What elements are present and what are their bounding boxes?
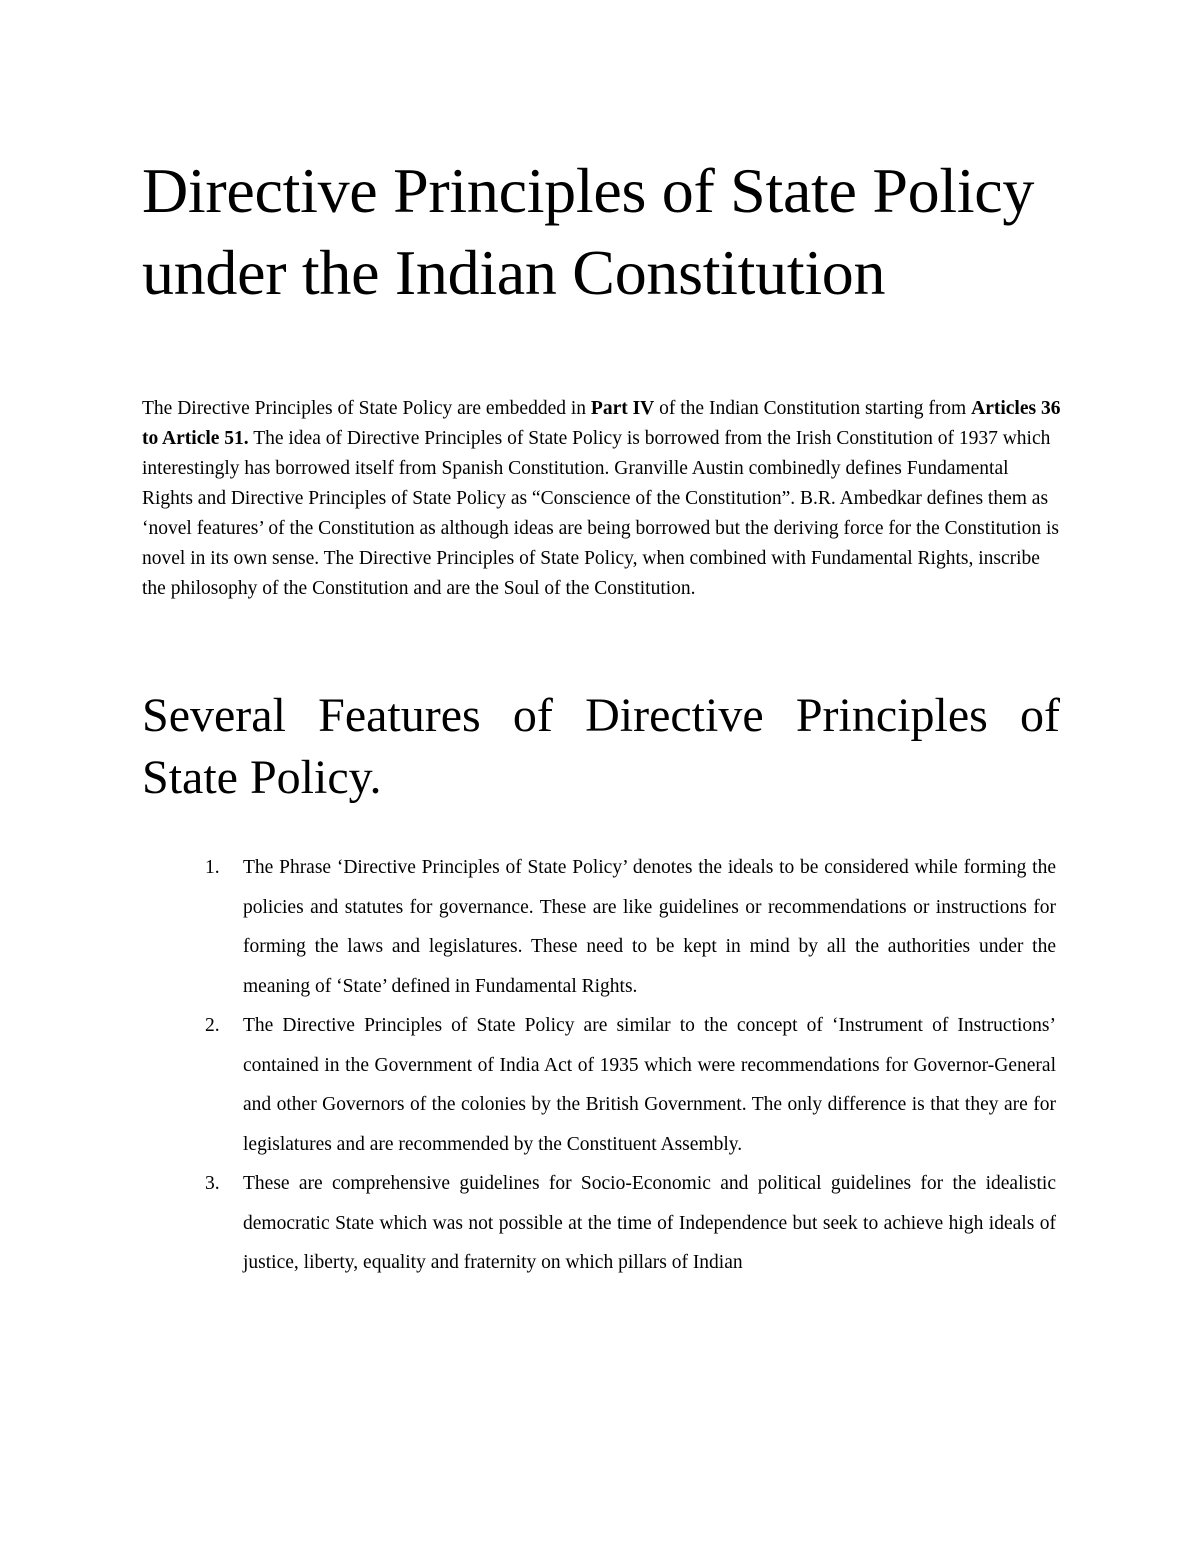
document-title: Directive Principles of State Policy under the Indian Constitution [142, 155, 1035, 308]
list-item-number: 3. [205, 1173, 220, 1194]
list-item-text: The Phrase ‘Directive Principles of State Policy’ denotes the ideals to be considered while forming the policies and statutes for governance. These are like guidelines or recommendations or instructions for forming the laws and legislatures. These need to be kept in mind by all the authorities under the meaning of ‘State’ defined in Fundamental Rights. [243, 857, 1056, 997]
intro-text: The Directive Principles of State Policy are embedded in [142, 398, 591, 419]
list-item [0, 848, 1200, 1006]
intro-text: The idea of Directive Principles of State Policy is borrowed from the Irish Constitution of 1937 which interestingly has borrowed itself from Spanish Constitution. Granville Austin combinedly defines Fundamental Rights and Directive Principles of State Policy as “Conscience of the Constitution”. B.R. Ambedkar defines them as ‘novel features’ of the Constitution as although ideas are being borrowed but the deriving force for the Constitution is novel in its own sense. The Directive Principles of State Policy, when combined with Fundamental Rights, inscribe the philosophy of the Constitution and are the Soul of the Constitution. [142, 428, 1059, 599]
list-item-text: These are comprehensive guidelines for Socio-Economic and political guidelines for the idealistic democratic State which was not possible at the time of Independence but seek to achieve high ideals of justice, liberty, equality and fraternity on which pillars of Indian [243, 1173, 1056, 1273]
list-item-number: 2. [205, 1015, 220, 1036]
section-heading: Several Features of Directive Principles of State Policy. [142, 689, 1060, 804]
list-item-text: The Directive Principles of State Policy are similar to the concept of ‘Instrument of Instructions’ contained in the Government of India Act of 1935 which were recommendations for Governor-General and other Governors of the colonies by the British Government. The only difference is that they are for legislatures and are recommended by the Constituent Assembly. [243, 1015, 1056, 1155]
list-item-number: 1. [205, 857, 220, 878]
intro-bold-articles: Articles 36 to Article 51. [142, 398, 1061, 449]
intro-bold-part-iv: Part IV [590, 398, 655, 419]
intro-paragraph [142, 394, 1062, 604]
list-item [0, 1006, 1200, 1164]
features-list [0, 848, 1200, 1283]
intro-text: of the Indian Constitution starting from [654, 398, 972, 419]
list-item [0, 1164, 1200, 1283]
